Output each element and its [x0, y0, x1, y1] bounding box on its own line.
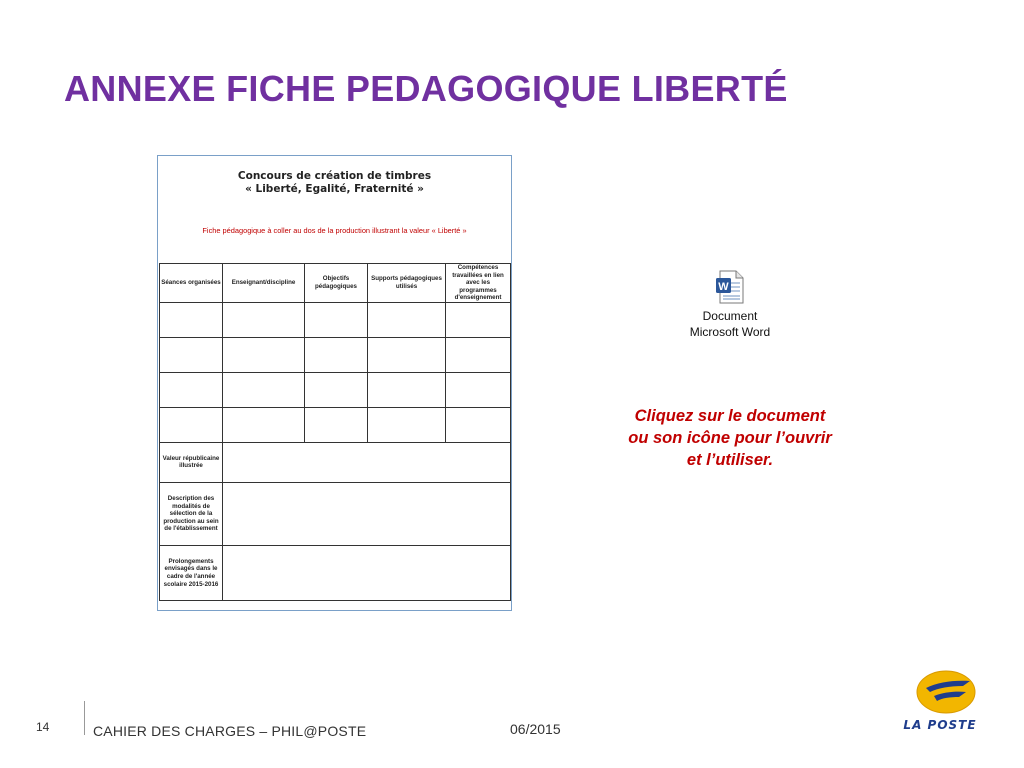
table-row [160, 482, 511, 545]
instruction-text [600, 405, 860, 471]
word-document-object[interactable] [683, 270, 777, 340]
footer-divider [84, 701, 85, 735]
document-title-line1: Concours de création de timbres [237, 170, 432, 182]
instruction-line2: ou son icône pour l’ouvrir [628, 429, 832, 447]
instruction-line3: et l’utiliser. [686, 451, 774, 469]
table-row [160, 407, 511, 442]
la-poste-logo-text: LA POSTE [903, 718, 977, 732]
embedded-document-preview[interactable] [157, 155, 512, 611]
word-document-icon[interactable] [714, 270, 746, 304]
la-poste-logo [890, 668, 990, 738]
table-row [160, 545, 511, 600]
document-subtitle: Fiche pédagogique à coller au dos de la production illustrant la valeur « Liberté » [202, 226, 467, 235]
row-label-description: Description des modalités de sélection de la production au sein de l'établissement [160, 482, 223, 545]
instruction-line1: Cliquez sur le document [634, 407, 826, 425]
table-header-competences: Compétences travaillées en lien avec les programmes d'enseignement [446, 264, 511, 303]
svg-text:W: W [718, 281, 729, 293]
table-row [160, 372, 511, 407]
la-poste-bird-icon [890, 668, 990, 718]
row-label-valeur: Valeur républicaine illustrée [160, 442, 223, 482]
table-header-seances: Séances organisées [160, 264, 223, 303]
table-row [160, 337, 511, 372]
table-header-enseignant: Enseignant/discipline [223, 264, 305, 303]
pedagogical-table [159, 263, 511, 601]
word-label-line2: Microsoft Word [689, 325, 771, 339]
word-label-line1: Document [702, 309, 758, 323]
document-title-line2: « Liberté, Egalité, Fraternité » [245, 183, 424, 195]
table-row [160, 442, 511, 482]
page-number: 14 [36, 720, 50, 734]
table-row [160, 302, 511, 337]
table-header-objectifs: Objectifs pédagogiques [305, 264, 368, 303]
table-header-supports: Supports pédagogiques utilisés [368, 264, 446, 303]
row-label-prolongements: Prolongements envisagés dans le cadre de l'année scolaire 2015-2016 [160, 545, 223, 600]
slide-title: ANNEXE FICHE PEDAGOGIQUE LIBERTÉ [64, 68, 788, 109]
footer-date: 06/2015 [510, 721, 561, 737]
footer-title: CAHIER DES CHARGES – PHIL@POSTE [93, 723, 367, 739]
